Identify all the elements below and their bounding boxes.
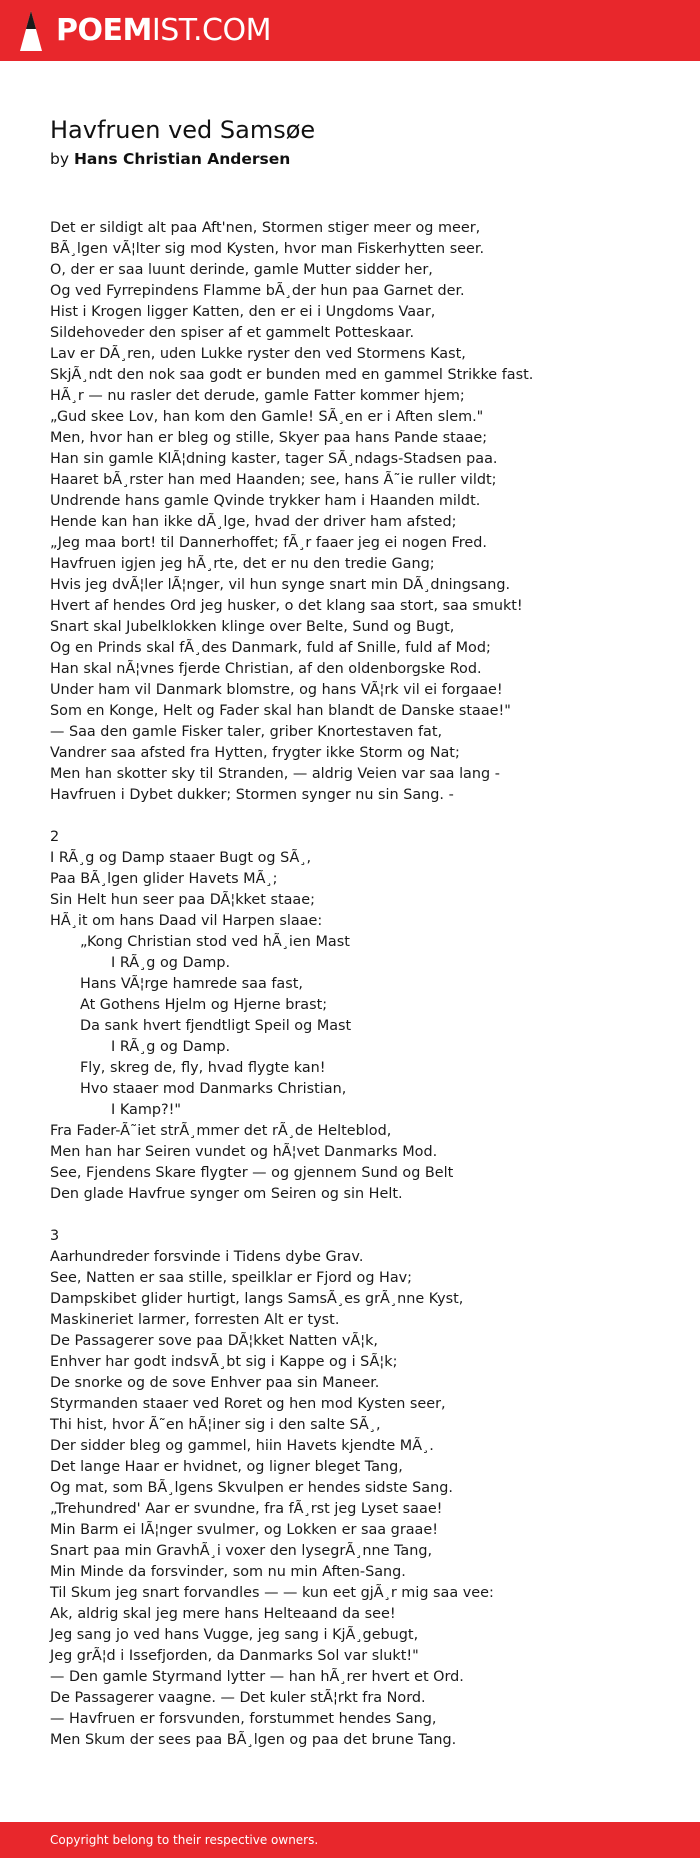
poem-line: „Trehundred' Aar er svundne, fra fÃ¸rst jeg Lyset saae!	[50, 1501, 443, 1517]
poem-line: — Saa den gamle Fisker taler, griber Knortestaven fat,	[50, 724, 443, 740]
site-logo-link[interactable]	[18, 9, 271, 53]
poem-line: Men han skotter sky til Stranden, — aldrig Veien var saa lang -	[50, 766, 500, 782]
poem-line: Han skal nÃ¦vnes fjerde Christian, af den oldenborgske Rod.	[50, 661, 482, 677]
stanza-spacer	[50, 806, 670, 827]
poem-line: Maskineriet larmer, forresten Alt er tyst.	[50, 1312, 340, 1328]
poem-line: Jeg grÃ¦d i Issefjorden, da Danmarks Sol var slukt!"	[50, 1648, 419, 1664]
poem-line: Men, hvor han er bleg og stille, Skyer paa hans Pande staae;	[50, 430, 488, 446]
poem-line: Havfruen i Dybet dukker; Stormen synger nu sin Sang. -	[50, 787, 454, 803]
poem-line: I RÃ¸g og Damp.	[111, 955, 231, 971]
poem-line: Fra Fader-Ã˜iet strÃ¸mmer det rÃ¸de Helteblod,	[50, 1123, 392, 1139]
pencil-icon	[18, 9, 44, 53]
poem-line: Enhver har godt indsvÃ¸bt sig i Kappe og i SÃ¦k;	[50, 1354, 398, 1370]
poem-line: Der sidder bleg og gammel, hiin Havets kjendte MÃ¸.	[50, 1438, 434, 1454]
poem-line: „Kong Christian stod ved hÃ¸ien Mast	[80, 934, 350, 950]
poem-line: Min Minde da forsvinder, som nu min Aften-Sang.	[50, 1564, 406, 1580]
poem-line: See, Natten er saa stille, speilklar er Fjord og Hav;	[50, 1270, 413, 1286]
poem-line: Hans VÃ¦rge hamrede saa fast,	[80, 976, 303, 992]
poem-line: Min Barm ei lÃ¦nger svulmer, og Lokken er saa graae!	[50, 1522, 438, 1538]
logo-light-text: IST.COM	[151, 13, 271, 48]
poem-line: O, der er saa luunt derinde, gamle Mutter sidder her,	[50, 262, 433, 278]
poem-line: De Passagerer vaagne. — Det kuler stÃ¦rkt fra Nord.	[50, 1690, 426, 1706]
poem-line: Snart paa min GravhÃ¸i voxer den lysegrÃ¸nne Tang,	[50, 1543, 433, 1559]
stanza-spacer	[50, 1205, 670, 1226]
poem-line: Da sank hvert fjendtligt Speil og Mast	[80, 1018, 352, 1034]
poem-byline	[50, 148, 290, 170]
poem-line: Hist i Krogen ligger Katten, den er ei i Ungdoms Vaar,	[50, 304, 436, 320]
site-footer	[0, 1822, 700, 1858]
poem-line: — Den gamle Styrmand lytter — han hÃ¸rer hvert et Ord.	[50, 1669, 464, 1685]
poem-title: Havfruen ved Samsøe	[50, 116, 316, 144]
poem-line: Hvo staaer mod Danmarks Christian,	[80, 1081, 347, 1097]
poem-line: Dampskibet glider hurtigt, langs SamsÃ¸es grÃ¸nne Kyst,	[50, 1291, 464, 1307]
poem-line: „Jeg maa bort! til Dannerhoffet; fÃ¸r faaer jeg ei nogen Fred.	[50, 535, 487, 551]
poem-line: Sin Helt hun seer paa DÃ¦kket staae;	[50, 892, 315, 908]
poem-line: Og en Prinds skal fÃ¸des Danmark, fuld af Snille, fuld af Mod;	[50, 640, 491, 656]
site-header	[0, 0, 700, 61]
poem-line: Haaret bÃ¸rster han med Haanden; see, hans Ã˜ie ruller vildt;	[50, 472, 497, 488]
poem-line: Men Skum der sees paa BÃ¸lgen og paa det brune Tang.	[50, 1732, 457, 1748]
poem-line: HÃ¸r — nu rasler det derude, gamle Fatter kommer hjem;	[50, 388, 465, 404]
poem-line: Styrmanden staaer ved Roret og hen mod Kysten seer,	[50, 1396, 446, 1412]
poem-line: I RÃ¸g og Damp staaer Bugt og SÃ¸,	[50, 850, 312, 866]
poem-line: — Havfruen er forsvunden, forstummet hendes Sang,	[50, 1711, 437, 1727]
poem-line: De snorke og de sove Enhver paa sin Maneer.	[50, 1375, 380, 1391]
poem-line: Fly, skreg de, fly, hvad flygte kan!	[80, 1060, 326, 1076]
poem-line: Paa BÃ¸lgen glider Havets MÃ¸;	[50, 871, 278, 887]
poem-line: „Gud skee Lov, han kom den Gamle! SÃ¸en er i Aften slem."	[50, 409, 484, 425]
copyright-text: Copyright belong to their respective owners.	[50, 1833, 319, 1847]
poem-line: BÃ¸lgen vÃ¦lter sig mod Kysten, hvor man Fiskerhytten seer.	[50, 241, 485, 257]
poem-line: Under ham vil Danmark blomstre, og hans VÃ¦rk vil ei forgaae!	[50, 682, 503, 698]
poem-line: 3	[50, 1228, 60, 1244]
poem-line: Jeg sang jo ved hans Vugge, jeg sang i KjÃ¸gebugt,	[50, 1627, 419, 1643]
poem-line: Hvert af hendes Ord jeg husker, o det klang saa stort, saa smukt!	[50, 598, 523, 614]
byline-prefix: by	[50, 150, 70, 168]
poem-line: Aarhundreder forsvinde i Tidens dybe Grav.	[50, 1249, 364, 1265]
poem-line: SkjÃ¸ndt den nok saa godt er bunden med en gammel Strikke fast.	[50, 367, 534, 383]
poem-line: Det lange Haar er hvidnet, og ligner bleget Tang,	[50, 1459, 403, 1475]
poem-line: Det er sildigt alt paa Aft'nen, Stormen stiger meer og meer,	[50, 220, 481, 236]
poem-line: Thi hist, hvor Ã˜en hÃ¦iner sig i den salte SÃ¸,	[50, 1417, 381, 1433]
poem-line: Vandrer saa afsted fra Hytten, frygter ikke Storm og Nat;	[50, 745, 460, 761]
poem-line: Lav er DÃ¸ren, uden Lukke ryster den ved Stormens Kast,	[50, 346, 466, 362]
poem-line: Snart skal Jubelklokken klinge over Belte, Sund og Bugt,	[50, 619, 455, 635]
site-logo-text	[56, 9, 271, 53]
poem-line: Hende kan han ikke dÃ¸lge, hvad der driver ham afsted;	[50, 514, 457, 530]
poem-line: Men han har Seiren vundet og hÃ¦vet Danmarks Mod.	[50, 1144, 438, 1160]
poem-line: Han sin gamle KlÃ¦dning kaster, tager SÃ¸ndags-Stadsen paa.	[50, 451, 498, 467]
poem-line: Og ved Fyrrepindens Flamme bÃ¸der hun paa Garnet der.	[50, 283, 465, 299]
poem-line: Til Skum jeg snart forvandles — — kun eet gjÃ¸r mig saa vee:	[50, 1585, 494, 1601]
poem-line: Sildehoveder den spiser af et gammelt Potteskaar.	[50, 325, 415, 341]
poem-line: De Passagerer sove paa DÃ¦kket Natten vÃ¦k,	[50, 1333, 378, 1349]
poem-line: HÃ¸it om hans Daad vil Harpen slaae:	[50, 913, 323, 929]
poem-line: Ak, aldrig skal jeg mere hans Helteaand da see!	[50, 1606, 396, 1622]
poem-line: Og mat, som BÃ¸lgens Skvulpen er hendes sidste Sang.	[50, 1480, 453, 1496]
poem-line: See, Fjendens Skare flygter — og gjennem Sund og Belt	[50, 1165, 454, 1181]
poem-line: Undrende hans gamle Qvinde trykker ham i Haanden mildt.	[50, 493, 481, 509]
poem-line: Den glade Havfrue synger om Seiren og sin Helt.	[50, 1186, 403, 1202]
poem-line: I RÃ¸g og Damp.	[111, 1039, 231, 1055]
poem-body	[50, 218, 670, 1751]
author-name: Hans Christian Andersen	[73, 150, 291, 168]
poem-line: Hvis jeg dvÃ¦ler lÃ¦nger, vil hun synge snart min DÃ¸dningsang.	[50, 577, 511, 593]
logo-strong-text: POEM	[56, 13, 152, 48]
poem-line: I Kamp?!"	[111, 1102, 181, 1118]
poem-line: At Gothens Hjelm og Hjerne brast;	[80, 997, 328, 1013]
poem-line: Havfruen igjen jeg hÃ¸rte, det er nu den tredie Gang;	[50, 556, 435, 572]
poem-line: Som en Konge, Helt og Fader skal han blandt de Danske staae!"	[50, 703, 511, 719]
poem-line: 2	[50, 829, 60, 845]
